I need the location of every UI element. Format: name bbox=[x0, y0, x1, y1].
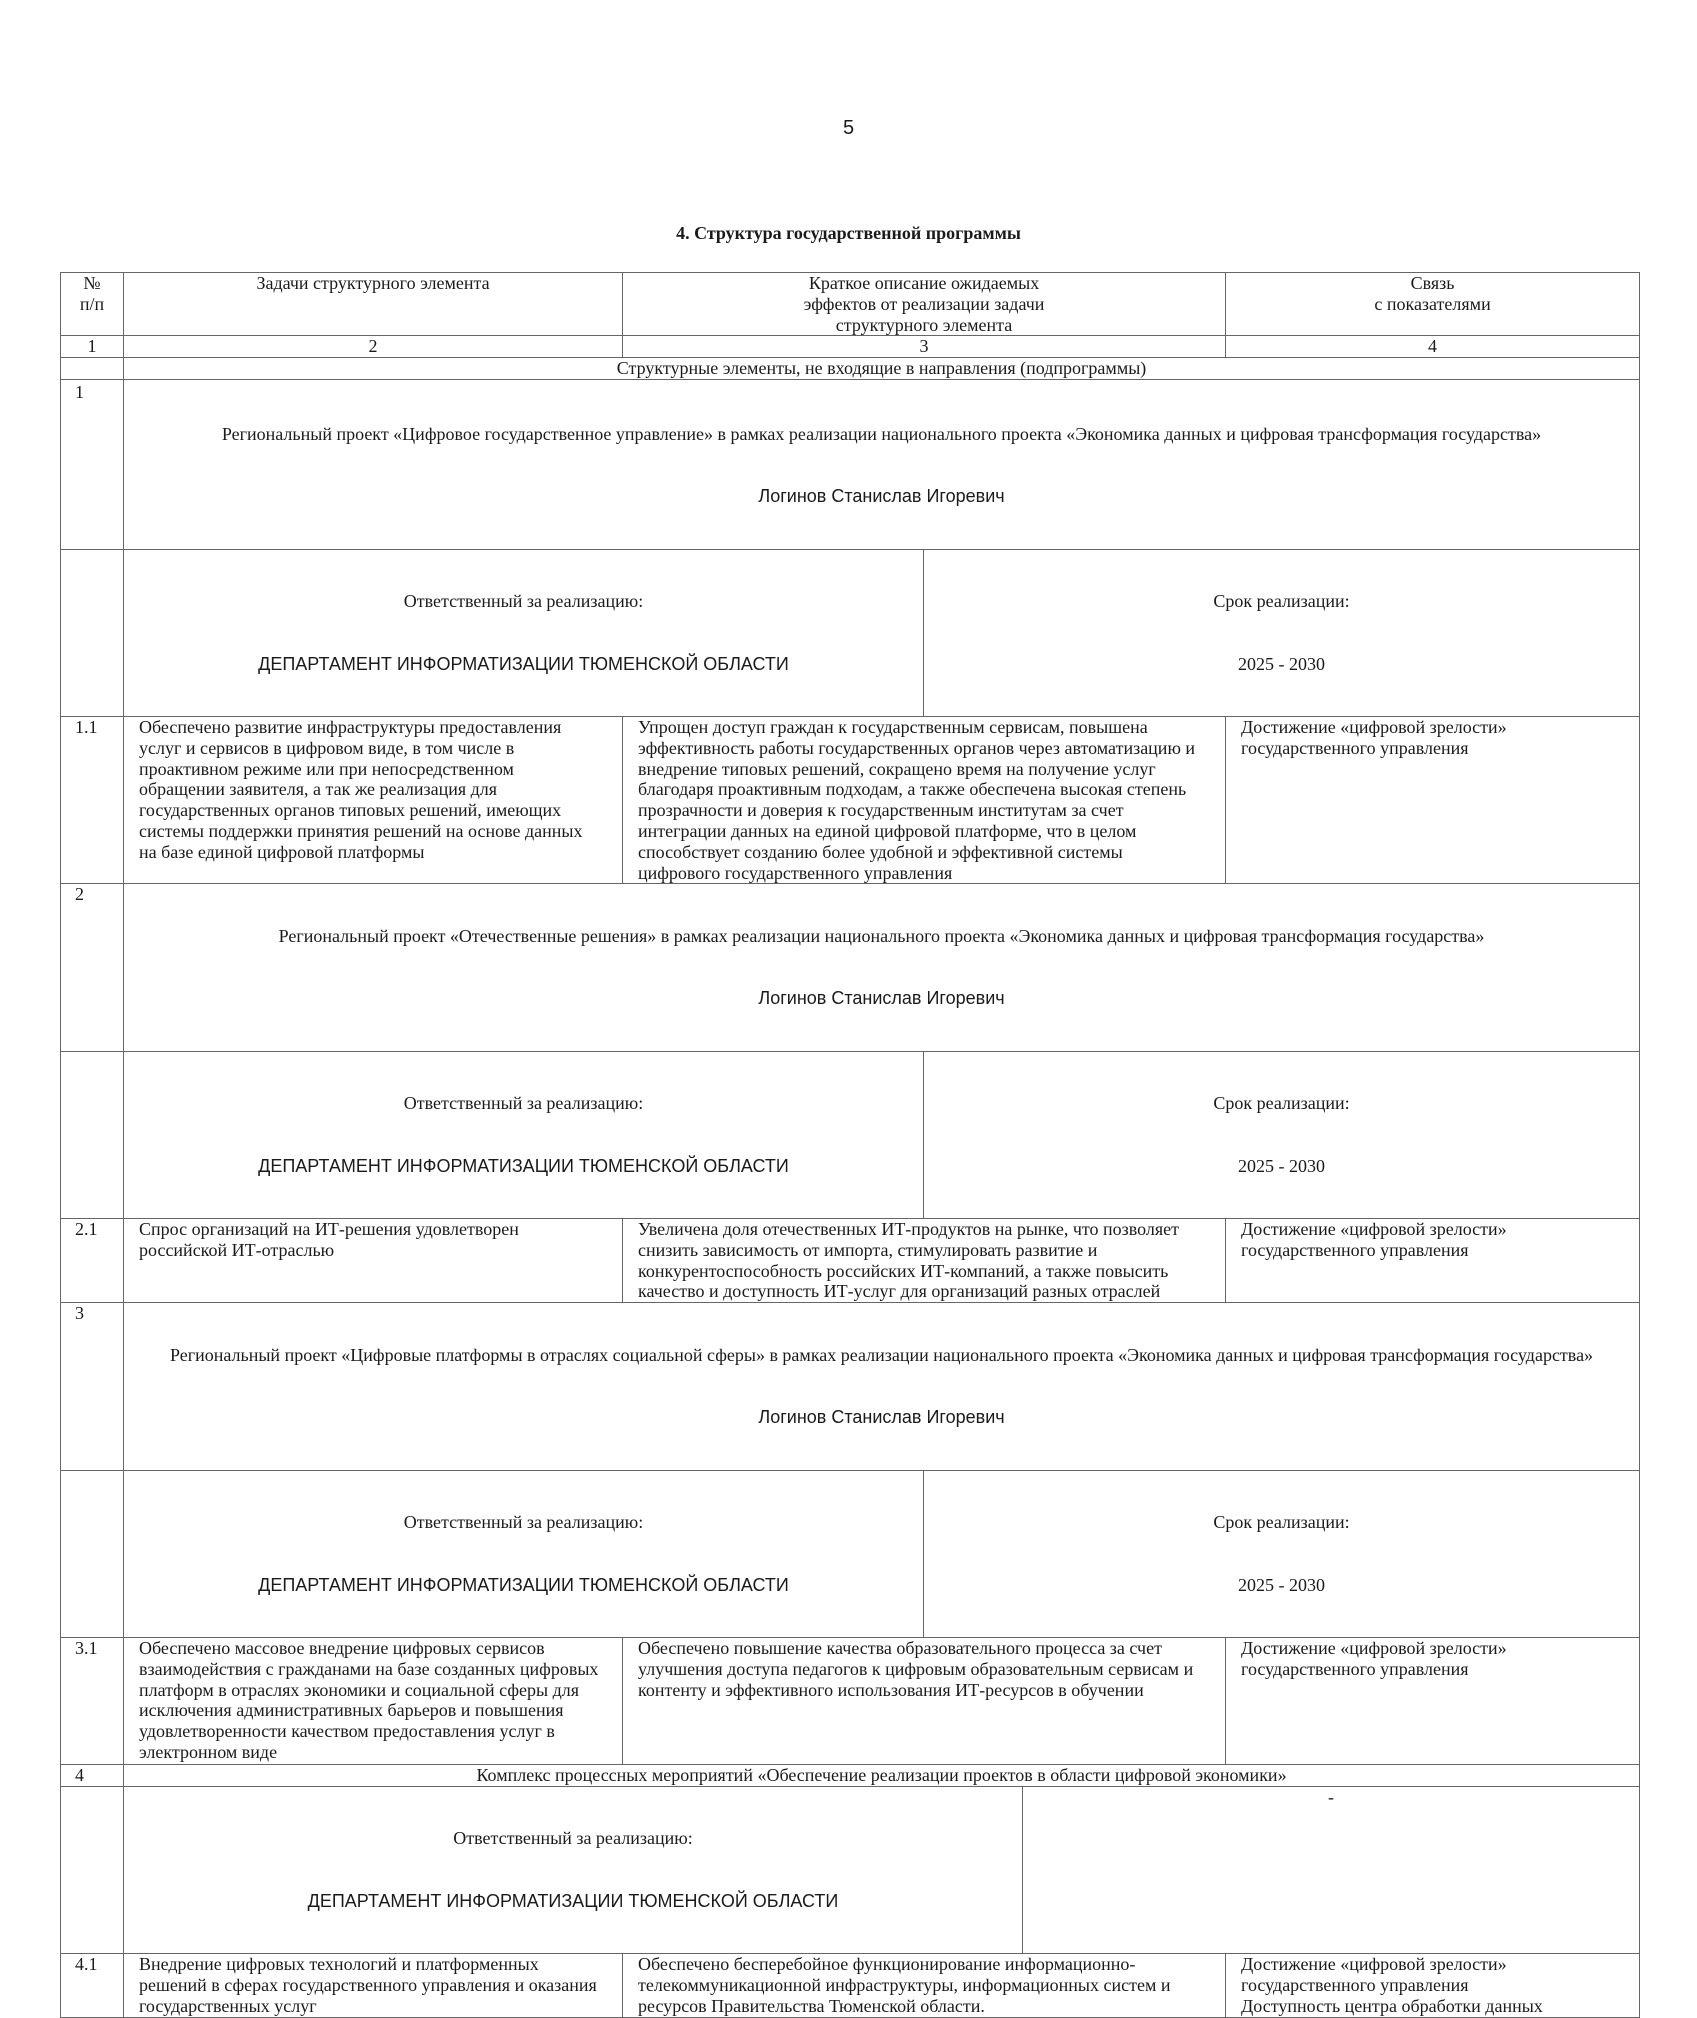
task-row-1-1 bbox=[61, 716, 1640, 883]
responsible-cell-3 bbox=[124, 1470, 924, 1637]
task-effects-2-1: Увеличена доля отечественных ИТ-продуктов на рынке, что позволяет снизить зависимость от импорта, стимулировать развитие и конкурентоспособность российских ИТ-компаний, а также повысить качество и доступность ИТ-услуг для организаций разных отраслей bbox=[623, 1219, 1226, 1303]
column-number-1: 1 bbox=[61, 336, 124, 358]
task-number-4-1: 4.1 bbox=[61, 1954, 124, 2017]
group-title-cell-1 bbox=[124, 380, 1640, 549]
group-row-3 bbox=[61, 1303, 1640, 1470]
responsible-row-1 bbox=[61, 549, 1640, 716]
task-indicators-4-1: Достижение «цифровой зрелости» государственного управления Доступность центра обработки данных bbox=[1226, 1954, 1640, 2017]
term-cell-3 bbox=[924, 1470, 1640, 1637]
header-cell-effects: Краткое описание ожидаемых эффектов от реализации задачи структурного элемента bbox=[623, 273, 1226, 336]
section-title: Структурные элементы, не входящие в направления (подпрограммы) bbox=[124, 358, 1640, 380]
responsible-empty-cell-1 bbox=[61, 549, 124, 716]
responsible-label-2: Ответственный за реализацию: bbox=[403, 1093, 644, 1114]
header-row bbox=[61, 273, 1640, 336]
term-label-2: Срок реализации: bbox=[1213, 1093, 1350, 1114]
group-title-3: Региональный проект «Цифровые платформы в отраслях социальной сферы» в рамках реализации национального проекта «Экономика данных и цифровая трансформация государства» bbox=[169, 1344, 1594, 1365]
responsible-row-2 bbox=[61, 1051, 1640, 1218]
term-value-4: - bbox=[1023, 1786, 1640, 1953]
task-description-2-1: Спрос организаций на ИТ-решения удовлетворен российской ИТ-отраслью bbox=[124, 1219, 623, 1303]
task-number-3-1: 3.1 bbox=[61, 1638, 124, 1765]
responsible-label-3: Ответственный за реализацию: bbox=[403, 1512, 644, 1533]
term-value-3: 2025 - 2030 bbox=[1238, 1574, 1326, 1595]
document-title: 4. Структура государственной программы bbox=[676, 223, 1021, 243]
responsible-row-3 bbox=[61, 1470, 1640, 1637]
responsible-department-2: ДЕПАРТАМЕНТ ИНФОРМАТИЗАЦИИ ТЮМЕНСКОЙ ОБЛАСТИ bbox=[258, 1155, 789, 1176]
task-indicators-3-1: Достижение «цифровой зрелости» государственного управления bbox=[1226, 1638, 1640, 1765]
group-row-1 bbox=[61, 380, 1640, 549]
responsible-cell-2 bbox=[124, 1051, 924, 1218]
responsible-cell-4 bbox=[124, 1786, 1023, 1953]
task-description-3-1: Обеспечено массовое внедрение цифровых сервисов взаимодействия с гражданами на базе созданных цифровых платформ в отраслях экономики и социальной сферы для исключения административных барьеров и повышения удовлетворенности качеством предоставления услуг в электронном виде bbox=[124, 1638, 623, 1765]
responsible-empty-cell-3 bbox=[61, 1470, 124, 1637]
structure-table bbox=[60, 272, 1640, 2018]
group-row-4 bbox=[61, 1765, 1640, 1787]
header-cell-number: № п/п bbox=[61, 273, 124, 336]
task-number-1-1: 1.1 bbox=[61, 716, 124, 883]
section-title-row bbox=[61, 358, 1640, 380]
term-value-1: 2025 - 2030 bbox=[1238, 653, 1326, 674]
task-effects-1-1: Упрощен доступ граждан к государственным сервисам, повышена эффективность работы государственных органов через автоматизацию и внедрение типовых решений, сокращено время на получение услуг благодаря проактивным подходам, а также обеспечена высокая степень прозрачности и доверия к государственным институтам за счет интеграции данных на единой цифровой платформе, что в целом способствует созданию более удобной и эффективной системы цифрового государственного управления bbox=[623, 716, 1226, 883]
responsible-label-1: Ответственный за реализацию: bbox=[403, 591, 644, 612]
group-curator-2: Логинов Станислав Игоревич bbox=[758, 988, 1005, 1009]
task-number-2-1: 2.1 bbox=[61, 1219, 124, 1303]
task-indicators-1-1: Достижение «цифровой зрелости» государственного управления bbox=[1226, 716, 1640, 883]
group-title-cell-3 bbox=[124, 1303, 1640, 1470]
column-number-3: 3 bbox=[623, 336, 1226, 358]
page-number: 5 bbox=[842, 117, 855, 139]
column-number-row bbox=[61, 336, 1640, 358]
group-number-3: 3 bbox=[61, 1303, 124, 1470]
group-title-4: Комплекс процессных мероприятий «Обеспечение реализации проектов в области цифровой экономики» bbox=[124, 1765, 1640, 1787]
term-value-2: 2025 - 2030 bbox=[1238, 1155, 1326, 1176]
task-effects-3-1: Обеспечено повышение качества образовательного процесса за счет улучшения доступа педагогов к цифровым образовательным сервисам и контенту и эффективного использования ИТ-ресурсов в обучении bbox=[623, 1638, 1226, 1765]
term-cell-2 bbox=[924, 1051, 1640, 1218]
group-number-4: 4 bbox=[61, 1765, 124, 1787]
task-indicators-2-1: Достижение «цифровой зрелости» государственного управления bbox=[1226, 1219, 1640, 1303]
group-number-2: 2 bbox=[61, 884, 124, 1051]
group-curator-3: Логинов Станислав Игоревич bbox=[758, 1407, 1005, 1428]
responsible-department-1: ДЕПАРТАМЕНТ ИНФОРМАТИЗАЦИИ ТЮМЕНСКОЙ ОБЛАСТИ bbox=[258, 653, 789, 674]
task-row-3-1 bbox=[61, 1638, 1640, 1765]
responsible-row-4 bbox=[61, 1786, 1640, 1953]
column-number-2: 2 bbox=[124, 336, 623, 358]
header-cell-indicators: Связь с показателями bbox=[1226, 273, 1640, 336]
group-number-1: 1 bbox=[61, 380, 124, 549]
responsible-label-4: Ответственный за реализацию: bbox=[453, 1828, 693, 1849]
responsible-cell-1 bbox=[124, 549, 924, 716]
task-description-1-1: Обеспечено развитие инфраструктуры предоставления услуг и сервисов в цифровом виде, в том числе в проактивном режиме или при непосредственном обращении заявителя, а так же реализация для государственных органов типовых решений, имеющих системы поддержки принятия решений на основе данных на базе единой цифровой платформы bbox=[124, 716, 623, 883]
group-row-2 bbox=[61, 884, 1640, 1051]
responsible-empty-cell-2 bbox=[61, 1051, 124, 1218]
responsible-department-4: ДЕПАРТАМЕНТ ИНФОРМАТИЗАЦИИ ТЮМЕНСКОЙ ОБЛАСТИ bbox=[307, 1890, 839, 1911]
responsible-department-3: ДЕПАРТАМЕНТ ИНФОРМАТИЗАЦИИ ТЮМЕНСКОЙ ОБЛАСТИ bbox=[258, 1574, 789, 1595]
header-cell-tasks: Задачи структурного элемента bbox=[124, 273, 623, 336]
term-label-1: Срок реализации: bbox=[1213, 591, 1350, 612]
task-row-2-1 bbox=[61, 1219, 1640, 1303]
group-title-2: Региональный проект «Отечественные решения» в рамках реализации национального проекта «Экономика данных и цифровая трансформация государства» bbox=[278, 925, 1485, 946]
task-description-4-1: Внедрение цифровых технологий и платформенных решений в сферах государственного управления и оказания государственных услуг bbox=[124, 1954, 623, 2017]
section-title-empty-cell bbox=[61, 358, 124, 380]
column-number-4: 4 bbox=[1226, 336, 1640, 358]
group-title-cell-2 bbox=[124, 884, 1640, 1051]
group-curator-1: Логинов Станислав Игоревич bbox=[758, 486, 1005, 507]
responsible-empty-cell-4 bbox=[61, 1786, 124, 1953]
task-row-4-1 bbox=[61, 1954, 1640, 2017]
group-title-1: Региональный проект «Цифровое государственное управление» в рамках реализации национального проекта «Экономика данных и цифровая трансформация государства» bbox=[221, 423, 1542, 444]
term-cell-1 bbox=[924, 549, 1640, 716]
term-label-3: Срок реализации: bbox=[1213, 1512, 1350, 1533]
task-effects-4-1: Обеспечено бесперебойное функционирование информационно- телекоммуникационной инфраструктуры, информационных систем и ресурсов Правительства Тюменской области. bbox=[623, 1954, 1226, 2017]
